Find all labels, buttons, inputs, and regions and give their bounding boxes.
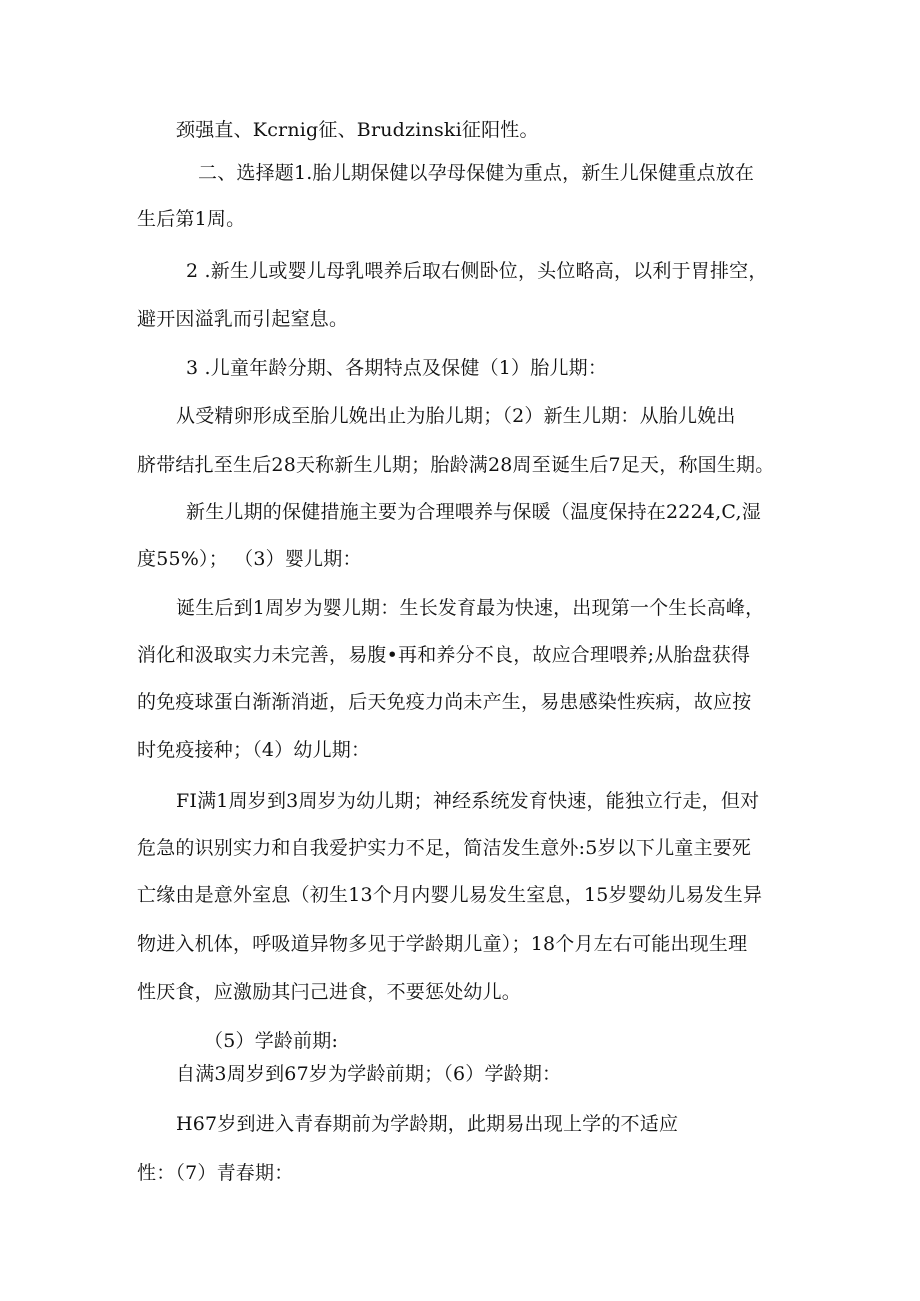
text-line: 物进入机体，呼吸道异物多见于学龄期儿童）；18个月左右可能出现生理 [137, 933, 748, 955]
text-line: H67岁到进入青春期前为学龄期，此期易出现上学的不适应 [176, 1113, 679, 1135]
text-line: 亡缘由是意外室息（初生13个月内婴儿易发生室息，15岁婴幼儿易发生异 [137, 884, 763, 906]
text-line: 二、选择题1.胎儿期保健以孕母保健为重点，新生儿保健重点放在 [198, 162, 755, 184]
text-line: 避开因溢乳而引起窒息。 [137, 308, 349, 330]
text-line: 3 .儿童年龄分期、各期特点及保健（1）胎儿期： [186, 357, 608, 379]
text-line: 危急的识别实力和自我爱护实力不足，简洁发生意外:5岁以下儿童主要死 [137, 837, 752, 859]
text-line: 度55%）； （3）婴儿期： [137, 548, 362, 570]
text-line: 颈强直、Kcrnig征、Brudzinski征阳性。 [176, 119, 539, 141]
text-line: 生后第1周。 [137, 208, 246, 230]
text-line: 从受精卵形成至胎儿娩出止为胎儿期；（2）新生儿期：从胎儿娩出 [176, 405, 736, 427]
text-line: 新生儿期的保健措施主要为合理喂养与保暖（温度保持在2224,C,湿 [186, 501, 761, 523]
text-line: （5）学龄前期: [204, 1030, 339, 1052]
text-line: 时免疫接种；（4）幼儿期： [137, 739, 371, 761]
text-line: 性：（7）青春期： [137, 1162, 294, 1184]
text-line: FI满1周岁到3周岁为幼儿期；神经系统发育快速，能独立行走，但对 [176, 790, 760, 812]
text-line: 消化和汲取实力未完善，易腹•再和养分不良，故应合理喂养;从胎盘获得 [137, 644, 751, 666]
text-line: 性厌食，应激励其闩己进食，不要惩处幼儿。 [137, 981, 522, 1003]
text-line: 脐带结扎至生后28天称新生儿期；胎龄满28周至诞生后7足天，称国生期。 [137, 454, 775, 476]
text-line: 的免疫球蛋白渐渐消逝，后天免疫力尚未产生，易患感染性疾病，故应按 [137, 691, 752, 713]
text-line: 自满3周岁到67岁为学龄前期；（6）学龄期： [176, 1063, 562, 1085]
text-line: 2 .新生儿或婴儿母乳喂养后取右侧卧位，头位略高，以利于胃排空， [186, 260, 768, 282]
text-line: 诞生后到1周岁为婴儿期：生长发育最为快速，出现第一个生长高峰， [176, 597, 765, 619]
